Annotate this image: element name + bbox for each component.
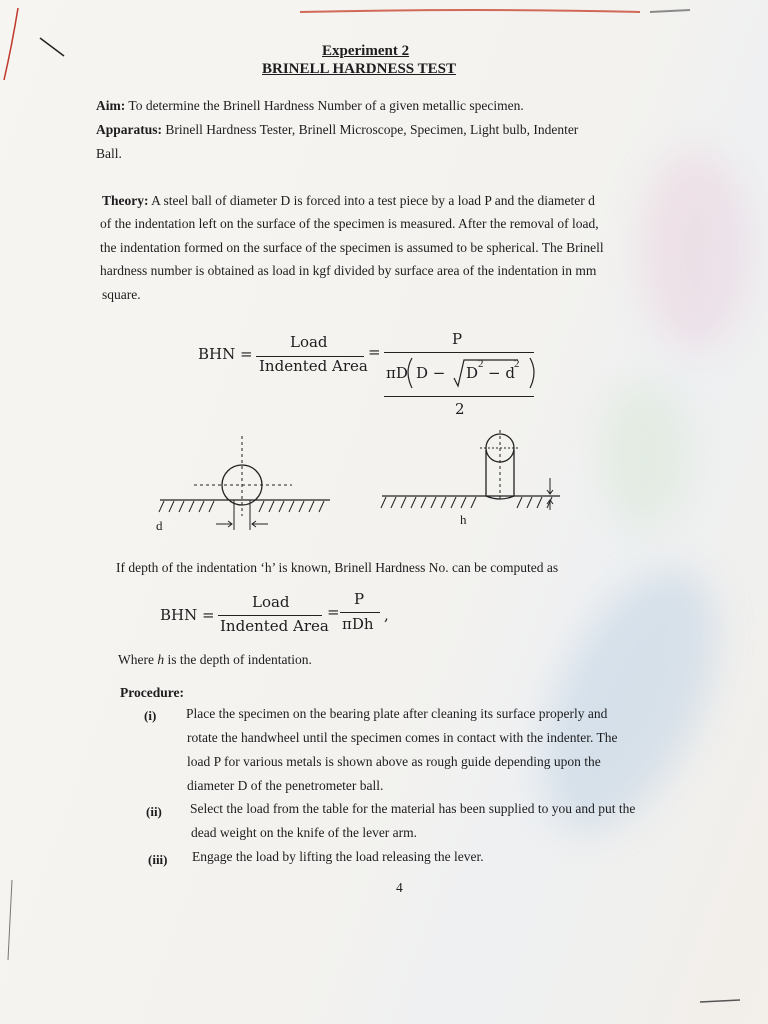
apparatus-line-1 bbox=[96, 118, 578, 142]
formula1-equals: = bbox=[368, 343, 381, 361]
formula1-fraction-bar-3 bbox=[384, 396, 534, 397]
formula2-lhs: BHN = bbox=[160, 606, 215, 624]
formula1-root-d: D bbox=[466, 364, 479, 382]
aim-text: To determine the Brinell Hardness Number of a given metallic specimen. bbox=[128, 98, 524, 113]
page-number: 4 bbox=[396, 880, 403, 895]
depth-sentence: If depth of the indentation ‘h’ is known, Brinell Hardness No. can be computed as bbox=[116, 560, 559, 575]
theory-line-2: of the indentation left on the surface of the specimen is measured. After the removal of load, bbox=[100, 216, 599, 231]
diagram-label-h: h bbox=[460, 512, 467, 527]
procedure-label: Procedure: bbox=[120, 685, 184, 700]
where-var: h bbox=[157, 652, 165, 667]
formula1-numerator-load: Load bbox=[290, 333, 328, 351]
experiment-heading: Experiment 2 bbox=[322, 43, 410, 59]
formula1-denominator-area: Indented Area bbox=[259, 357, 368, 375]
cylinder-indentation-sketch bbox=[381, 430, 560, 510]
formula1-denominator-inner: D − bbox=[416, 364, 446, 382]
ball-indentation-sketch bbox=[159, 436, 330, 530]
theory-text-1: A steel ball of diameter D is forced into a test piece by a load P and the diameter d bbox=[151, 193, 595, 208]
procedure-step-2-line-1: Select the load from the table for the material has been supplied to you and put the bbox=[190, 801, 636, 816]
procedure-step-3-number: (iii) bbox=[148, 852, 168, 867]
formula2-numerator-load: Load bbox=[252, 593, 290, 611]
formula1-numerator-p: P bbox=[452, 330, 463, 348]
procedure-step-1-number: (i) bbox=[144, 708, 157, 723]
formula1-root-d-exp: 2 bbox=[478, 358, 484, 370]
formula1-minus-d: − d bbox=[488, 364, 515, 382]
apparatus-text-1: Brinell Hardness Tester, Brinell Microscope, Specimen, Light bulb, Indenter bbox=[165, 122, 579, 137]
where-suffix: is the depth of indentation. bbox=[167, 652, 312, 667]
formula1-fraction-bar-2 bbox=[384, 352, 534, 353]
formula2-denominator-area: Indented Area bbox=[220, 617, 329, 635]
procedure-step-1-line-2: rotate the handwheel until the specimen comes in contact with the indenter. The bbox=[187, 730, 618, 745]
procedure-step-1-line-1: Place the specimen on the bearing plate after cleaning its surface properly and bbox=[186, 706, 608, 721]
indentation-diagram bbox=[150, 430, 570, 540]
formula1-minus-d-exp: 2 bbox=[514, 358, 520, 370]
procedure-step-1-line-3: load P for various metals is shown above as rough guide depending upon the bbox=[187, 754, 601, 769]
procedure-step-2-line-2: dead weight on the knife of the lever arm. bbox=[191, 825, 418, 840]
aim-line bbox=[96, 94, 524, 118]
formula1-divisor: 2 bbox=[455, 400, 465, 418]
diagram-label-d: d bbox=[156, 518, 163, 533]
page-title: BRINELL HARDNESS TEST bbox=[262, 61, 456, 77]
theory-line-4: hardness number is obtained as load in kgf divided by surface area of the indentation in mm bbox=[100, 263, 597, 278]
formula2-fraction-bar-1 bbox=[218, 615, 322, 616]
theory-line-5: square. bbox=[102, 287, 141, 302]
aim-label: Aim: bbox=[96, 98, 126, 113]
formula2-trail: , bbox=[384, 606, 389, 624]
procedure-step-3-line-1: Engage the load by lifting the load releasing the lever. bbox=[192, 849, 484, 864]
formula2-fraction-bar-2 bbox=[340, 612, 380, 613]
apparatus-label: Apparatus: bbox=[96, 122, 163, 137]
procedure-step-1-line-4: diameter D of the penetrometer ball. bbox=[187, 778, 384, 793]
formula1-lhs: BHN = bbox=[198, 345, 253, 363]
where-prefix: Where bbox=[118, 652, 154, 667]
theory-label: Theory: bbox=[102, 193, 149, 208]
apparatus-line-2: Ball. bbox=[96, 146, 122, 161]
where-line bbox=[118, 648, 312, 672]
formula1-denominator-lead: πD bbox=[386, 364, 408, 382]
formula2-equals: = bbox=[327, 603, 340, 621]
theory-line-1 bbox=[102, 189, 595, 213]
formula2-denominator-pidh: πDh bbox=[342, 615, 374, 633]
formula2-numerator-p: P bbox=[354, 590, 365, 608]
procedure-step-2-number: (ii) bbox=[146, 804, 162, 819]
theory-line-3: the indentation formed on the surface of the specimen is assumed to be spherical. The Brinell bbox=[100, 240, 604, 255]
